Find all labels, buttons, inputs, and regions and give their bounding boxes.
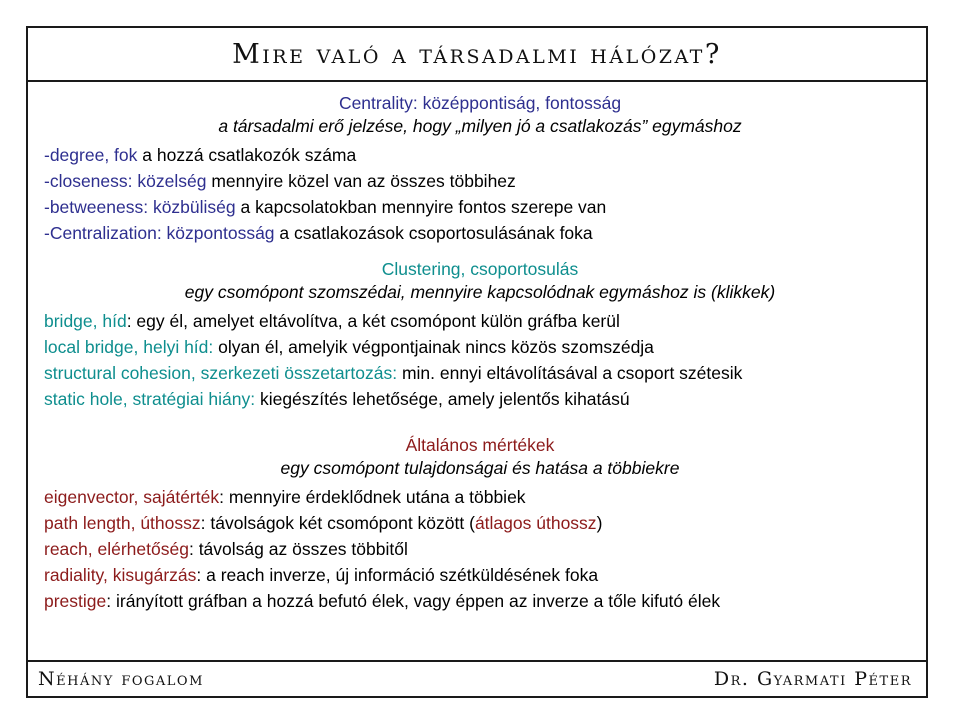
term: eigenvector, sajátérték — [44, 487, 220, 507]
general-item-radiality — [44, 562, 916, 588]
term: -betweeness: közbüliség — [44, 197, 236, 217]
centrality-subtitle: a társadalmi erő jelzése, hogy „milyen jó a csatlakozás” egymáshoz — [218, 116, 742, 136]
general-item-reach — [44, 536, 916, 562]
general-section — [44, 434, 916, 614]
definition: : a reach inverze, új információ szétküldésének foka — [196, 565, 599, 585]
clustering-item-bridge — [44, 308, 916, 334]
term: path length, úthossz — [44, 513, 201, 533]
definition: a csatlakozások csoportosulásának foka — [274, 223, 593, 243]
term: local bridge, helyi híd: — [44, 337, 214, 357]
term: bridge, híd — [44, 311, 127, 331]
term: static hole, stratégiai hiány: — [44, 389, 256, 409]
definition: : távolságok két csomópont között ( — [200, 513, 475, 533]
term: reach, elérhetőség — [44, 539, 189, 559]
clustering-section — [44, 258, 916, 412]
clustering-item-static-hole — [44, 386, 916, 412]
footer-author: Dr. Gyarmati Péter — [713, 668, 912, 690]
centrality-heading: Centrality: középpontiság, fontosság — [338, 93, 622, 113]
term: -degree, fok — [44, 145, 138, 165]
definition: : egy él, amelyet eltávolítva, a két csomópont külön gráfba kerül — [126, 311, 620, 331]
definition: : irányított gráfban a hozzá befutó élek, vagy éppen az inverze a tőle kifutó élek — [106, 591, 721, 611]
definition: mennyire közel van az összes többihez — [206, 171, 516, 191]
term: -Centralization: központosság — [44, 223, 275, 243]
slide-content — [44, 92, 916, 614]
definition: : távolság az összes többitől — [188, 539, 408, 559]
clustering-heading: Clustering, csoportosulás — [381, 259, 579, 279]
footer-left-label: Néhány fogalom — [38, 668, 204, 690]
definition: : mennyire érdeklődnek utána a többiek — [219, 487, 526, 507]
definition: a kapcsolatokban mennyire fontos szerepe van — [235, 197, 607, 217]
centrality-item-betweeness — [44, 194, 916, 220]
centrality-item-closeness — [44, 168, 916, 194]
definition: kiegészítés lehetősége, amely jelentős kihatású — [255, 389, 630, 409]
definition: olyan él, amelyik végpontjainak nincs közös szomszédja — [213, 337, 654, 357]
slide-frame — [26, 26, 928, 698]
title-bar — [28, 28, 926, 82]
general-item-path-length — [44, 510, 916, 536]
centrality-section — [44, 92, 916, 246]
term: prestige — [44, 591, 107, 611]
clustering-subtitle: egy csomópont szomszédai, mennyire kapcsolódnak egymáshoz is (klikkek) — [184, 282, 776, 302]
clustering-item-local-bridge — [44, 334, 916, 360]
centrality-item-centralization — [44, 220, 916, 246]
term-secondary: átlagos úthossz — [474, 513, 597, 533]
definition-tail: ) — [596, 513, 603, 533]
footer-bar — [28, 660, 926, 696]
term: -closeness: közelség — [44, 171, 207, 191]
definition: a hozzá csatlakozók száma — [137, 145, 357, 165]
clustering-item-structural-cohesion — [44, 360, 916, 386]
general-item-eigenvector — [44, 484, 916, 510]
general-subtitle: egy csomópont tulajdonságai és hatása a többiekre — [280, 458, 680, 478]
centrality-item-degree — [44, 142, 916, 168]
general-item-prestige — [44, 588, 916, 614]
general-heading: Általános mértékek — [405, 435, 555, 455]
slide-title: Mire való a társadalmi hálózat? — [232, 38, 722, 70]
definition: min. ennyi eltávolításával a csoport szétesik — [397, 363, 743, 383]
term: structural cohesion, szerkezeti összetartozás: — [44, 363, 398, 383]
term: radiality, kisugárzás — [44, 565, 197, 585]
